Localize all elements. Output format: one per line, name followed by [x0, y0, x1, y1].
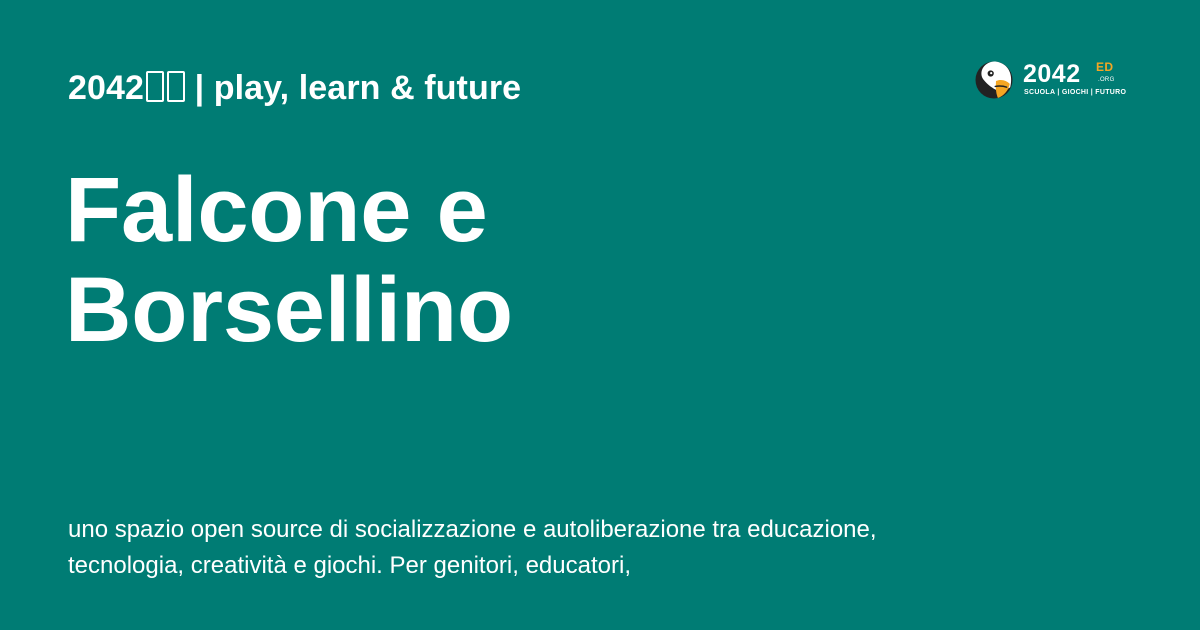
- logo-number: 2042: [1023, 60, 1081, 88]
- page-description: uno spazio open source di socializzazione e autoliberazione tra educazione, tecnologia, creatività e giochi. Per genitori, educatori,: [68, 516, 877, 579]
- page-title: Falcone e Borsellino: [65, 159, 513, 361]
- missing-glyph-icon: [167, 71, 185, 102]
- logo-ed: ED: [1096, 60, 1114, 74]
- site-number: 2042: [68, 69, 145, 107]
- mascot-icon: [975, 61, 1013, 99]
- brand-logo: [975, 56, 1125, 102]
- missing-glyph-icon: [146, 71, 164, 102]
- logo-org: .ORG: [1098, 77, 1115, 83]
- site-line: [68, 68, 521, 109]
- site-tagline: | play, learn & future: [194, 69, 522, 107]
- logo-tagline: SCUOLA | GIOCHI | FUTURO: [1024, 89, 1127, 96]
